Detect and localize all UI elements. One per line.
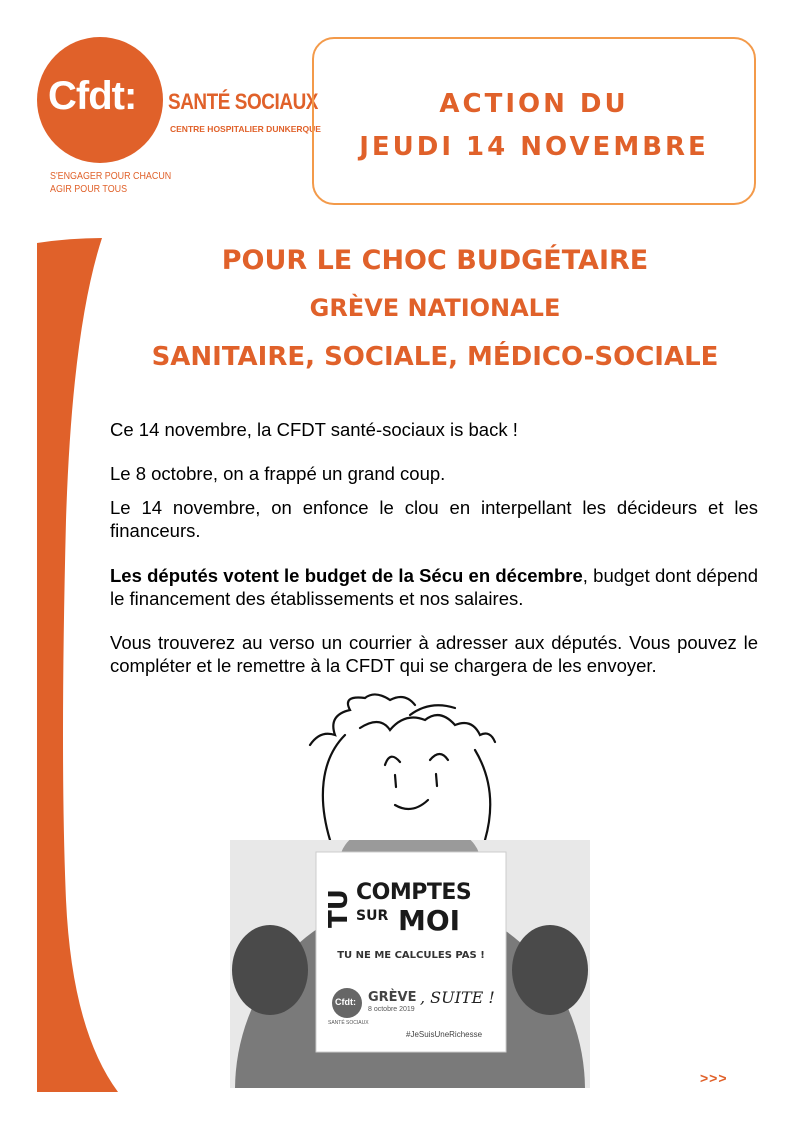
tagline-line-2: AGIR POUR TOUS [50, 183, 128, 195]
mouth [395, 800, 428, 809]
face-doodle [290, 690, 520, 860]
tagline-line-1: S'ENGAGER POUR CHACUN [50, 170, 172, 182]
sign-subtitle: TU NE ME CALCULES PAS ! [337, 950, 485, 961]
action-line-1: ACTION DU [439, 89, 629, 119]
paragraph-5: Vous trouverez au verso un courrier à adresser aux députés. Vous pouvez le compléter et le remettre à la CFDT qui se chargera de les envoyer. [110, 632, 758, 676]
logo-org-name: SANTÉ SOCIAUX [168, 89, 319, 114]
headline-3: SANITAIRE, SOCIALE, MÉDICO-SOCIALE [151, 342, 719, 372]
paragraph-4-rest: , budget dont dépend le financement des établissements et nos salaires. [110, 565, 758, 609]
paragraph-4-bold: Les députés votent le budget de la Sécu en décembre [110, 565, 583, 586]
sign-sur: SUR [356, 908, 389, 924]
action-line-2: JEUDI 14 NOVEMBRE [359, 132, 709, 162]
paragraph-3: Le 14 novembre, on enfonce le clou en interpellant les décideurs et les financeurs. [110, 497, 758, 541]
logo-site-name: CENTRE HOSPITALIER DUNKERQUE [170, 124, 321, 134]
eyebrow-left [385, 757, 400, 765]
sign-tu: TU [324, 889, 354, 928]
eye-left [395, 775, 396, 787]
hair-top [410, 705, 455, 715]
sign-hashtag: #JeSuisUneRichesse [406, 1030, 483, 1039]
eyebrow-right [430, 754, 448, 760]
paragraph-4 [110, 564, 758, 610]
orange-side-band [0, 0, 120, 1100]
headline-1: POUR LE CHOC BUDGÉTAIRE [221, 245, 649, 276]
protest-photo [230, 840, 590, 1088]
left-hand [232, 925, 308, 1015]
sign-greve: GRÈVE [368, 990, 417, 1005]
sign-badge-text: Cfdt: [335, 997, 356, 1007]
sign-suite: , SUITE ! [420, 988, 495, 1007]
paragraph-2: Le 8 octobre, on a frappé un grand coup. [110, 463, 446, 484]
hair-right [360, 715, 495, 742]
action-box [312, 37, 756, 205]
headline-2: GRÈVE NATIONALE [309, 294, 561, 322]
band-shape [37, 238, 118, 1092]
photo-illustration [230, 840, 590, 1088]
face-left-contour [323, 735, 345, 840]
sign-moi: MOI [398, 904, 461, 937]
eye-right [436, 774, 437, 786]
continue-arrow: >>> [700, 1070, 728, 1086]
face-right-contour [475, 750, 490, 840]
sign-comptes: COMPTES [356, 880, 472, 905]
right-hand [512, 925, 588, 1015]
sign-greve-date: 8 octobre 2019 [368, 1006, 415, 1013]
paragraph-1: Ce 14 novembre, la CFDT santé-sociaux is back ! [110, 419, 518, 440]
hair-left [310, 694, 415, 745]
logo-mark: Cfdt: [48, 74, 137, 118]
sign-badge-sub: SANTÉ SOCIAUX [328, 1020, 369, 1026]
